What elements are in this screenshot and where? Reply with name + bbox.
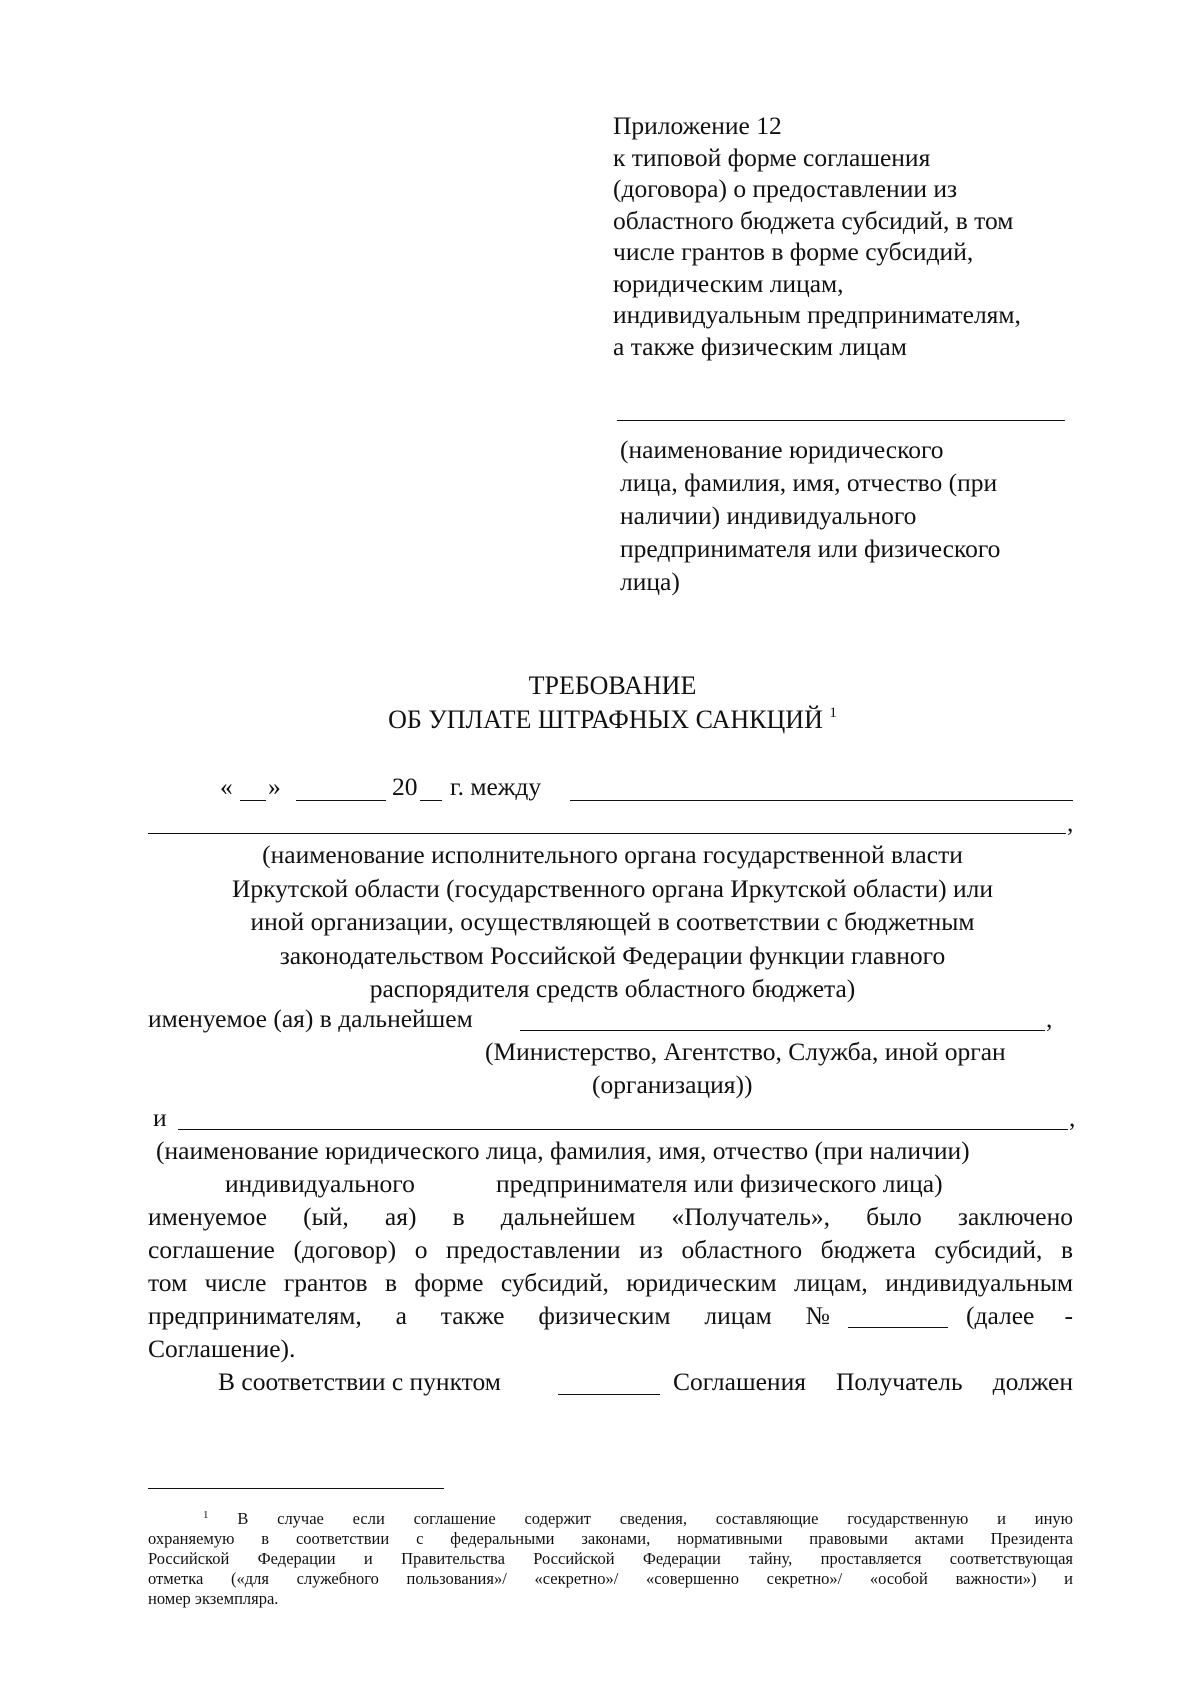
comma: , (1069, 1103, 1076, 1132)
year-prefix: 20 (392, 772, 418, 801)
recipient-caption-line-a: индивидуального (225, 1169, 415, 1198)
recipient-caption-line: (наименование юридического лица, фамилия, имя, отчество (при наличии) (156, 1136, 970, 1165)
month-blank[interactable] (296, 800, 386, 801)
title-footnote-mark: 1 (829, 705, 837, 721)
clause-number-blank[interactable] (558, 1394, 660, 1395)
paragraph-line-5: Соглашение). (148, 1334, 296, 1363)
footnote-mark: 1 (203, 1509, 209, 1521)
footnote-line (148, 1505, 1073, 1529)
document-subtitle-text: ОБ УПЛАТЕ ШТРАФНЫХ САНКЦИЙ (388, 705, 823, 734)
authority-caption-line: законодательством Российской Федерации функции главного (279, 940, 946, 970)
date-line (0, 772, 1200, 808)
ministry-blank[interactable] (520, 1030, 1045, 1031)
recipient-caption-line: лица, фамилия, имя, отчество (при (620, 468, 998, 497)
recipient-caption-line: наличии) индивидуального (620, 501, 917, 530)
annex-line: числе грантов в форме субсидий, (613, 237, 974, 266)
recipient-caption (620, 433, 1000, 598)
paragraph-line: том числе грантов в форме субсидий, юридическим лицам, индивидуальным (148, 1268, 1073, 1297)
party-name-blank[interactable] (570, 800, 1073, 801)
clause-line-end: Соглашения Получатель должен (673, 1367, 1073, 1396)
between-label: г. между (450, 772, 542, 801)
recipient-blank[interactable] (178, 1129, 1068, 1130)
footnote-line: номер экземпляра. (148, 1589, 279, 1608)
paragraph-line-4-text: предпринимателям, а также физическим лицам № (148, 1301, 830, 1330)
ministry-caption-line: (Министерство, Агентство, Служба, иной орган (485, 1037, 1006, 1066)
footnote-line: Российской Федерации и Правительства Российской Федерации тайну, проставляется соответствующая (148, 1549, 1073, 1568)
annex-header (613, 110, 1021, 362)
footnote-separator (148, 1488, 444, 1489)
recipient-caption-line: предпринимателя или физического (620, 534, 1001, 563)
authority-caption-line: распорядителя средств областного бюджета) (369, 974, 856, 1003)
paragraph-line-4 (148, 1301, 1073, 1335)
annex-line: к типовой форме соглашения (613, 142, 931, 172)
agreement-number-blank[interactable] (848, 1327, 948, 1328)
footnote-line-text: В случае если соглашение содержит сведения, составляющие государственную и иную (237, 1509, 1074, 1528)
and-label: и (153, 1103, 167, 1132)
paragraph-line: соглашение (договор) о предоставлении из областного бюджета субсидий, в (148, 1235, 1073, 1264)
recipient-caption-line-b: предпринимателя или физического лица) (496, 1169, 943, 1198)
paragraph-line-4-end: (далее - (966, 1301, 1073, 1330)
authority-name-blank[interactable] (148, 833, 1066, 834)
clause-line-start: В соответствии с пунктом (218, 1367, 501, 1396)
recipient-name-blank[interactable] (617, 420, 1065, 421)
comma: , (1067, 808, 1074, 837)
authority-caption (0, 838, 1200, 1006)
authority-caption-line: (наименование исполнительного органа государственной власти (262, 840, 963, 869)
year-blank[interactable] (420, 800, 442, 801)
annex-line: Приложение 12 (613, 111, 782, 140)
named-label: именуемое (ая) в дальнейшем (148, 1004, 473, 1033)
day-blank[interactable] (240, 800, 266, 801)
footnote-line: охраняемую в соответствии с федеральными законами, нормативными правовыми актами Президента (148, 1529, 1073, 1548)
annex-line: областного бюджета субсидий, в том (613, 205, 1014, 235)
document-title: ТРЕБОВАНИЕ (528, 671, 697, 700)
comma: , (1046, 1004, 1053, 1033)
recipient-caption-line: (наименование юридического (620, 435, 944, 464)
document-subtitle (0, 705, 1200, 735)
clause-line (148, 1367, 1073, 1401)
annex-line: а также физическим лицам (613, 331, 907, 361)
authority-caption-line: иной организации, осуществляющей в соответствии с бюджетным (250, 907, 975, 936)
annex-line: юридическим лицам, (613, 268, 844, 298)
annex-line: индивидуальным предпринимателям, (613, 300, 1021, 329)
footnote-line: отметка («для служебного пользования»/ «секретно»/ «совершенно секретно»/ «особой важности») и (148, 1569, 1073, 1588)
date-close-quote: » (268, 772, 281, 801)
authority-caption-line: Иркутской области (государственного органа Иркутской области) или (231, 873, 994, 903)
annex-line: (договора) о предоставлении из (613, 174, 958, 203)
paragraph-line: именуемое (ый, ая) в дальнейшем «Получатель», было заключено (148, 1202, 1073, 1231)
ministry-caption-line: (организация)) (592, 1070, 753, 1099)
date-open-quote: « (220, 772, 233, 801)
recipient-caption-line: лица) (620, 567, 680, 596)
footnote (148, 1505, 1073, 1609)
